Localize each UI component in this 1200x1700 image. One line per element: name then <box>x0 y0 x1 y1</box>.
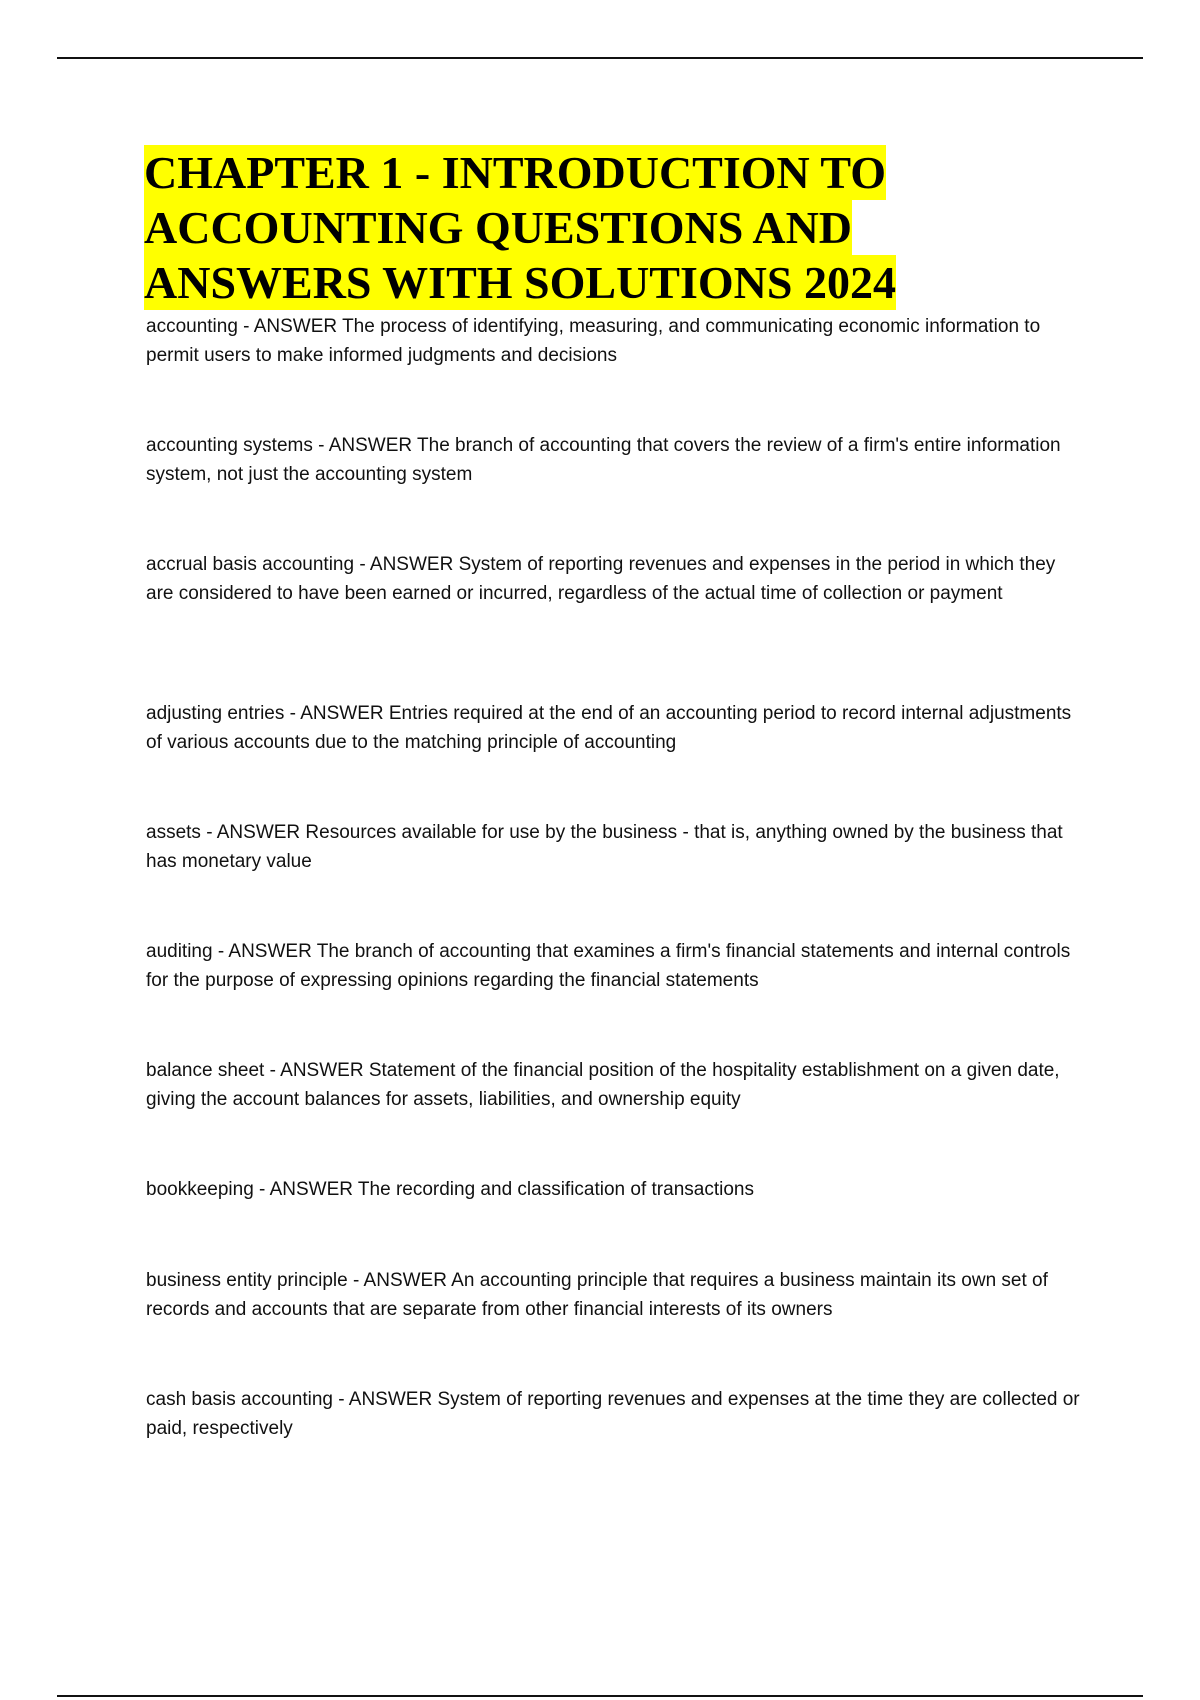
glossary-entry-balance-sheet: balance sheet - ANSWER Statement of the financial position of the hospitality establishment on a given date, giving the account balances for assets, liabilities, and ownership equity <box>146 1060 1060 1110</box>
title-line-2: ACCOUNTING QUESTIONS AND <box>144 202 853 253</box>
glossary-entry-adjusting-entries: adjusting entries - ANSWER Entries required at the end of an accounting period to record internal adjustments of various accounts due to the matching principle of accounting <box>146 703 1072 753</box>
glossary-entry-accounting-systems: accounting systems - ANSWER The branch of accounting that covers the review of a firm's entire information system, not just the accounting system <box>146 435 1061 485</box>
glossary-entry-assets: assets - ANSWER Resources available for use by the business - that is, anything owned by the business that has monetary value <box>146 822 1063 872</box>
title-line-1: CHAPTER 1 - INTRODUCTION TO <box>144 147 887 198</box>
glossary-entry-cash-basis-accounting: cash basis accounting - ANSWER System of reporting revenues and expenses at the time they are collected or paid, respectively <box>146 1389 1080 1439</box>
top-rule <box>57 57 1143 59</box>
glossary-entry-accrual-basis-accounting: accrual basis accounting - ANSWER System of reporting revenues and expenses in the period in which they are considered to have been earned or incurred, regardless of the actual time of collection or payment <box>146 554 1056 604</box>
title-line-3: ANSWERS WITH SOLUTIONS 2024 <box>144 257 896 308</box>
bottom-rule <box>57 1695 1143 1697</box>
glossary-entry-bookkeeping: bookkeeping - ANSWER The recording and classification of transactions <box>146 1179 754 1200</box>
glossary-entry-business-entity-principle: business entity principle - ANSWER An accounting principle that requires a business maintain its own set of records and accounts that are separate from other financial interests of its owners <box>146 1270 1048 1320</box>
document-title <box>144 145 896 310</box>
glossary-entry-auditing: auditing - ANSWER The branch of accounting that examines a firm's financial statements and internal controls for the purpose of expressing opinions regarding the financial statements <box>146 941 1071 991</box>
glossary-entry-accounting: accounting - ANSWER The process of identifying, measuring, and communicating economic information to permit users to make informed judgments and decisions <box>146 316 1041 366</box>
